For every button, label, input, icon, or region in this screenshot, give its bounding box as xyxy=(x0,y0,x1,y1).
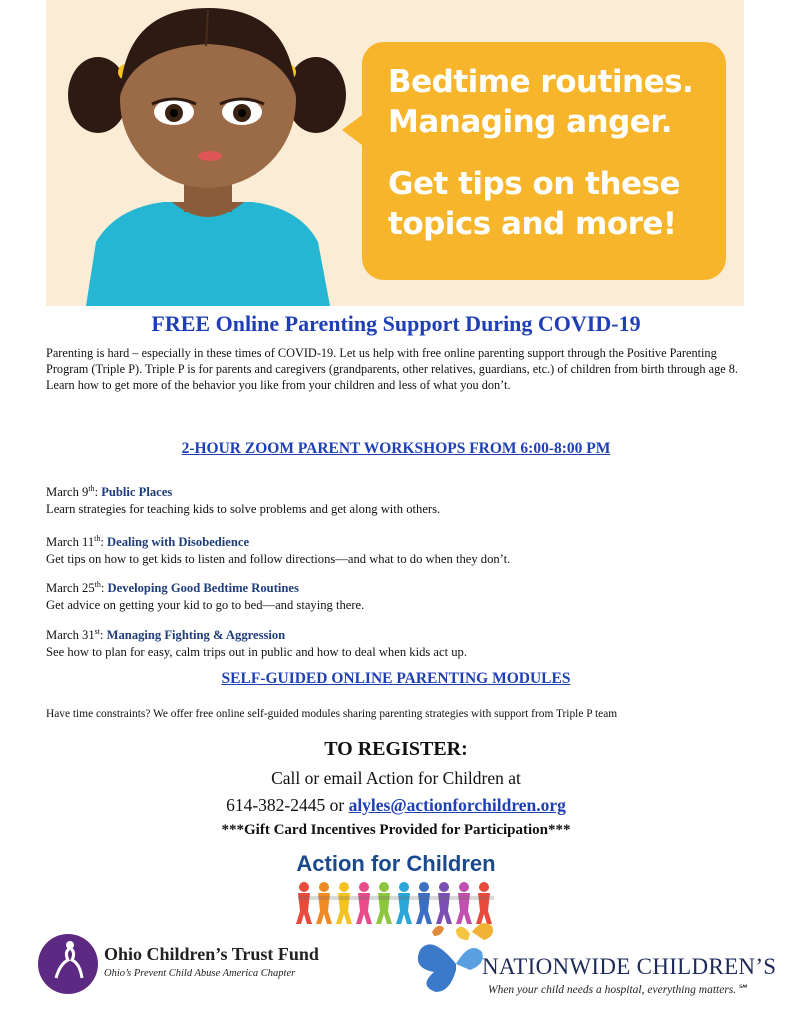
workshop-item xyxy=(46,530,746,568)
date-suffix: th xyxy=(88,484,95,493)
nationwide-childrens-name: NATIONWIDE CHILDREN’S xyxy=(482,954,777,979)
page-title: FREE Online Parenting Support During COVID-19 xyxy=(151,311,641,336)
workshop-description: Learn strategies for teaching kids to solve problems and get along with others. xyxy=(46,502,441,517)
ohio-childrens-trust-fund-name: Ohio Children’s Trust Fund xyxy=(104,944,319,964)
workshop-topic: Managing Fighting & Aggression xyxy=(106,628,286,643)
ohio-childrens-trust-fund-subtitle: Ohio’s Prevent Child Abuse America Chapter xyxy=(104,968,296,979)
date-suffix: st xyxy=(94,627,100,636)
incentive-text: ***Gift Card Incentives Provided for Participation*** xyxy=(221,822,571,838)
workshop-date: March 25 xyxy=(46,581,95,596)
speech-bubble-text xyxy=(388,62,708,244)
register-contact xyxy=(0,795,792,816)
register-line: Call or email Action for Children at xyxy=(271,768,521,788)
date-separator: : xyxy=(94,485,102,500)
modules-heading: SELF-GUIDED ONLINE PARENTING MODULES xyxy=(221,670,571,687)
workshop-description: See how to plan for easy, calm trips out in public and how to deal when kids act up. xyxy=(46,645,467,660)
hero-illustration xyxy=(46,0,744,306)
workshop-item xyxy=(46,480,746,518)
bubble-line: Bedtime routines. xyxy=(388,64,694,100)
nationwide-childrens-tagline: When your child needs a hospital, everything matters.℠ xyxy=(488,984,748,996)
workshop-date: March 31 xyxy=(46,628,95,643)
workshop-item xyxy=(46,576,746,614)
speech-bubble xyxy=(362,42,726,280)
workshop-topic: Developing Good Bedtime Routines xyxy=(107,581,299,596)
date-separator: : xyxy=(99,628,107,643)
register-email-link[interactable]: alyles@actionforchildren.org xyxy=(348,795,566,815)
date-separator: : xyxy=(100,535,108,550)
bubble-line: topics and more! xyxy=(388,206,677,242)
girl-illustration xyxy=(46,0,376,306)
bubble-line: Get tips on these xyxy=(388,166,681,202)
intro-paragraph: Parenting is hard – especially in these times of COVID-19. Let us help with free online parenting support through the Positive Parenting Program (Triple P). Triple P is for parents and caregivers (grandparents, other relatives, guardians, etc.) of children from birth through age 8. Learn how to get more of the behavior you like from your children and less of what you don’t. xyxy=(46,346,738,392)
workshop-topic: Public Places xyxy=(101,485,173,500)
workshop-description: Get advice on getting your kid to go to bed—and staying there. xyxy=(46,598,365,613)
workshop-date: March 9 xyxy=(46,485,89,500)
workshop-description: Get tips on how to get kids to listen and follow directions—and what to do when they don’t. xyxy=(46,552,511,567)
date-suffix: th xyxy=(94,534,101,543)
date-suffix: th xyxy=(94,580,101,589)
bubble-line: Managing anger. xyxy=(388,104,672,140)
workshop-date: March 11 xyxy=(46,535,95,550)
ohio-childrens-trust-fund-seal-icon xyxy=(38,934,98,994)
workshops-heading: 2-HOUR ZOOM PARENT WORKSHOPS FROM 6:00-8:00 PM xyxy=(181,440,611,457)
workshop-topic: Dealing with Disobedience xyxy=(107,535,250,550)
workshop-item xyxy=(46,623,746,661)
modules-text: Have time constraints? We offer free online self-guided modules sharing parenting strategies with support from Triple P team xyxy=(46,708,618,720)
date-separator: : xyxy=(100,581,108,596)
action-for-children-logo-text: Action for Children xyxy=(296,851,496,876)
register-phone: 614-382-2445 or xyxy=(226,795,349,815)
register-title: TO REGISTER: xyxy=(324,738,468,760)
